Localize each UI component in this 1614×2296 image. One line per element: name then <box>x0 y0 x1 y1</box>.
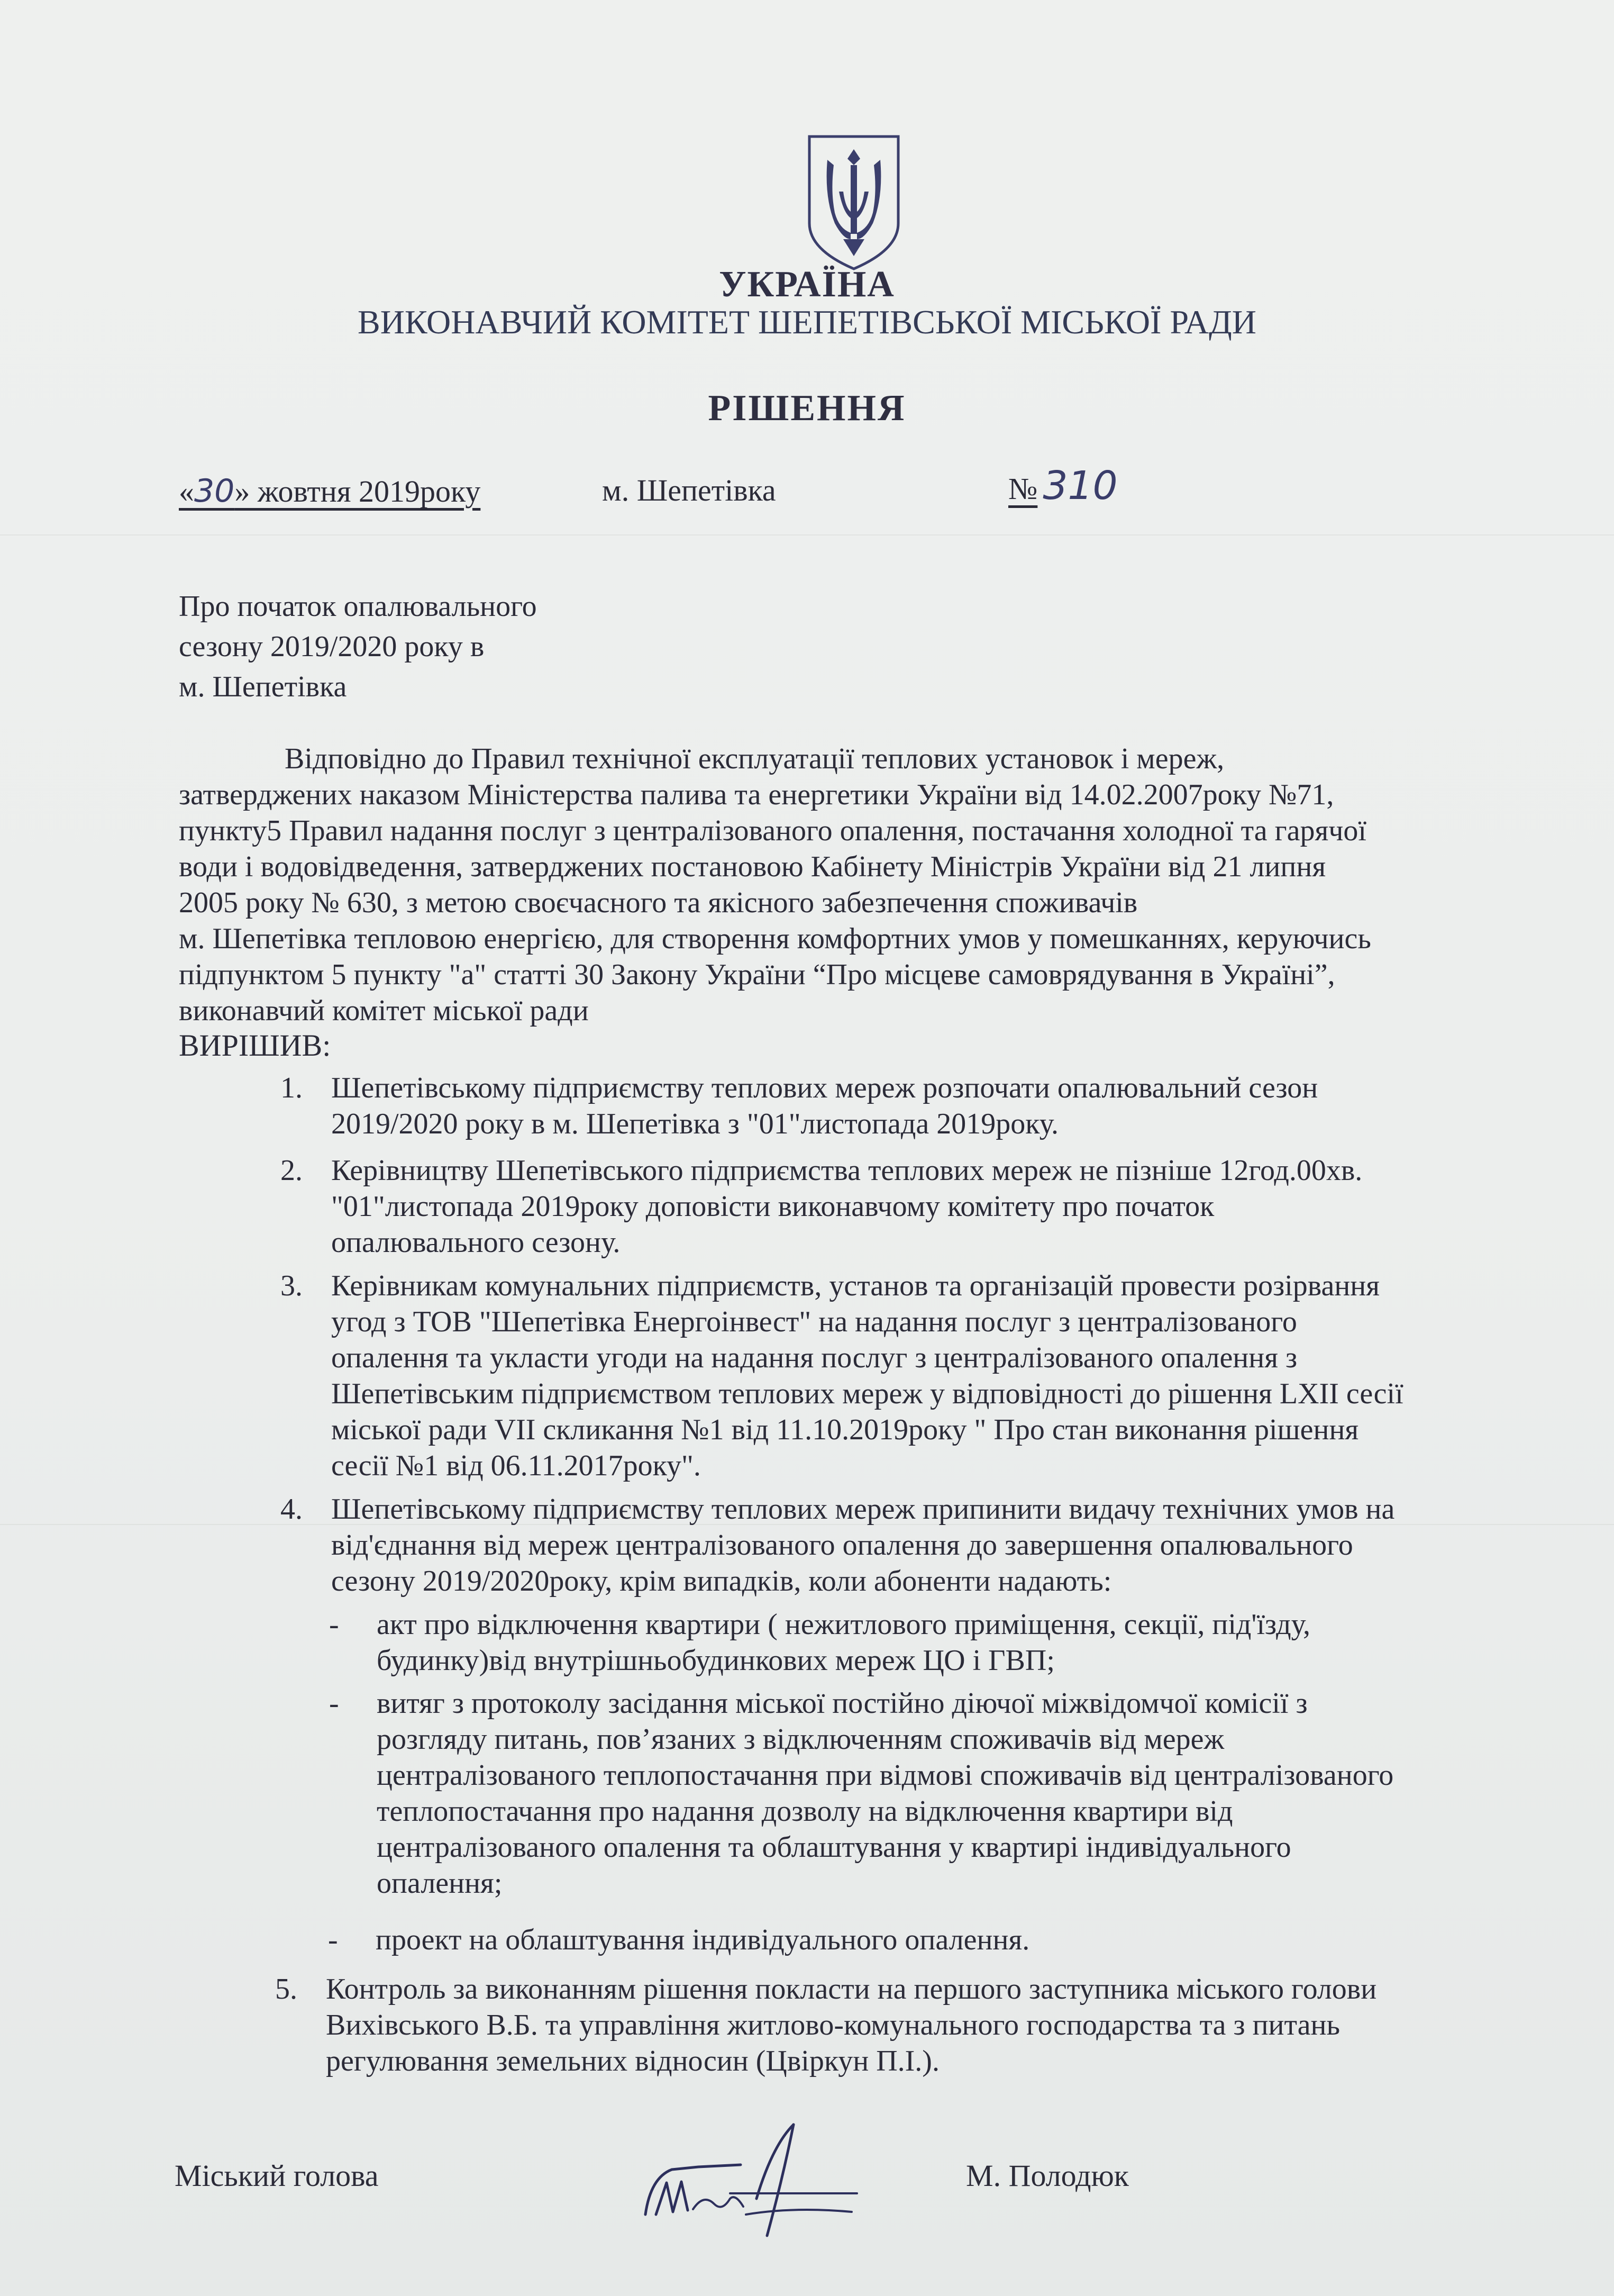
item-line: від'єднання від мереж централізованого опалення до завершення опалювального <box>331 1529 1353 1562</box>
item-line: опалення та укласти угоди на надання послуг з централізованого опалення з <box>331 1341 1298 1374</box>
preamble-line: підпунктом 5 пункту "а" статті 30 Закону України “Про місцеве самоврядування в Україні”, <box>179 958 1335 991</box>
committee-heading: ВИКОНАВЧИЙ КОМІТЕТ ШЕПЕТІВСЬКОЇ МІСЬКОЇ РАДИ <box>358 303 1256 341</box>
subject-line: Про початок опалювального <box>179 590 537 623</box>
decision-item-3 <box>280 1268 1582 1484</box>
preamble-line: затверджених наказом Міністерства палива та енергетики України від 14.02.2007року №71, <box>179 778 1334 811</box>
item-line: сезону 2019/2020року, крім випадків, коли абоненти надають: <box>331 1565 1112 1598</box>
item-line: угод з ТОВ "Шепетівка Енергоінвест" на надання послуг з централізованого <box>331 1305 1297 1338</box>
document-number <box>1008 463 1118 509</box>
item-line: опалювального сезону. <box>331 1226 621 1259</box>
subitem-line: опалення; <box>377 1867 503 1900</box>
subitem-line: акт про відключення квартири ( нежитлового приміщення, секції, під'їзду, <box>377 1608 1311 1641</box>
dash-bullet: - <box>329 1608 339 1641</box>
subitem-line: проект на облаштування індивідуального опалення. <box>376 1923 1030 1956</box>
decision-item-1 <box>280 1070 1582 1142</box>
item-line: регулювання земельних відносин (Цвіркун П.І.). <box>326 2045 940 2077</box>
document-subject <box>179 586 708 707</box>
preamble-paragraph <box>179 741 1554 1029</box>
item-line: Шепетівському підприємству теплових мереж розпочати опалювальний сезон <box>331 1072 1318 1104</box>
subitem-line: будинку)від внутрішньобудинкових мереж ЦО і ГВП; <box>377 1644 1055 1677</box>
subitem-line: централізованого теплопостачання при відмові споживачів від централізованого <box>377 1759 1394 1792</box>
preamble-line: 2005 року № 630, з метою своєчасного та якісного забезпечення споживачів <box>179 886 1138 919</box>
item-line: Контроль за виконанням рішення покласти на першого заступника міського голови <box>326 1973 1377 2005</box>
handwritten-signature <box>635 2114 868 2241</box>
preamble-line: виконавчий комітет міської ради <box>179 994 589 1027</box>
date-month-year: » жовтня 2019року <box>234 474 481 509</box>
decision-subitem <box>329 1607 1546 1678</box>
decision-item-2 <box>280 1152 1582 1260</box>
item-line: Вихівського В.Б. та управління житлово-комунального господарства та з питань <box>326 2009 1341 2041</box>
document-place: м. Шепетівка <box>602 473 776 507</box>
decision-item-4 <box>280 1491 1582 1599</box>
item-number: 2. <box>280 1154 303 1187</box>
item-number: 4. <box>280 1493 303 1526</box>
item-line: сесії №1 від 06.11.2017року". <box>331 1449 701 1482</box>
dash-bullet: - <box>329 1687 339 1720</box>
item-line: Керівникам комунальних підприємств, установ та організацій провести розірвання <box>331 1269 1380 1302</box>
item-line: Шепетівському підприємству теплових мереж припинити видачу технічних умов на <box>331 1493 1395 1526</box>
paper-crease <box>0 534 1614 536</box>
item-number: 1. <box>280 1072 303 1104</box>
signer-name: М. Полодюк <box>966 2158 1129 2193</box>
preamble-line: м. Шепетівка тепловою енергією, для створення комфортних умов у помешканнях, керуючись <box>179 922 1371 955</box>
item-number: 5. <box>275 1973 297 2005</box>
subitem-line: централізованого опалення та облаштування у квартирі індивідуального <box>377 1831 1291 1864</box>
item-number: 3. <box>280 1269 303 1302</box>
signer-title: Міський голова <box>175 2158 379 2193</box>
coat-of-arms-icon <box>806 133 901 272</box>
subject-line: м. Шепетівка <box>179 670 347 703</box>
item-line: Керівництву Шепетівського підприємства теплових мереж не пізніше 12год.00хв. <box>331 1154 1363 1187</box>
resolved-label: ВИРІШИВ: <box>179 1028 331 1063</box>
preamble-line: Відповідно до Правил технічної експлуатації теплових установок і мереж, <box>285 742 1225 775</box>
date-open-quote: « <box>179 474 194 509</box>
dash-bullet: - <box>328 1923 338 1956</box>
preamble-line: пункту5 Правил надання послуг з централізованого опалення, постачання холодної та гарячої <box>179 814 1366 847</box>
document-date <box>179 473 480 510</box>
subitem-line: розгляду питань, пов’язаних з відключенням споживачів від мереж <box>377 1723 1225 1756</box>
country-heading: УКРАЇНА <box>719 264 895 305</box>
date-day-handwritten: 30 <box>194 473 235 510</box>
decision-subitem <box>329 1685 1546 1901</box>
number-label: № <box>1008 471 1038 506</box>
item-line: міської ради VII скликання №1 від 11.10.2019року " Про стан виконання рішення <box>331 1413 1359 1446</box>
item-line: 2019/2020 року в м. Шепетівка з "01"листопада 2019року. <box>331 1108 1059 1140</box>
number-handwritten: 310 <box>1043 463 1118 509</box>
item-line: Шепетівським підприємством теплових мереж у відповідності до рішення LXII сесії <box>331 1377 1403 1410</box>
decision-subitem <box>328 1922 1545 1958</box>
subitem-line: теплопостачання про надання дозволу на відключення квартири від <box>377 1795 1233 1828</box>
item-line: "01"листопада 2019року доповісти виконавчому комітету про початок <box>331 1190 1215 1223</box>
document-type: РІШЕННЯ <box>708 388 906 429</box>
preamble-line: води і водовідведення, затверджених постановою Кабінету Міністрів України від 21 липня <box>179 850 1326 883</box>
decision-item-5 <box>275 1971 1576 2079</box>
subitem-line: витяг з протоколу засідання міської постійно діючої міжвідомчої комісії з <box>377 1687 1308 1720</box>
subject-line: сезону 2019/2020 року в <box>179 630 485 663</box>
